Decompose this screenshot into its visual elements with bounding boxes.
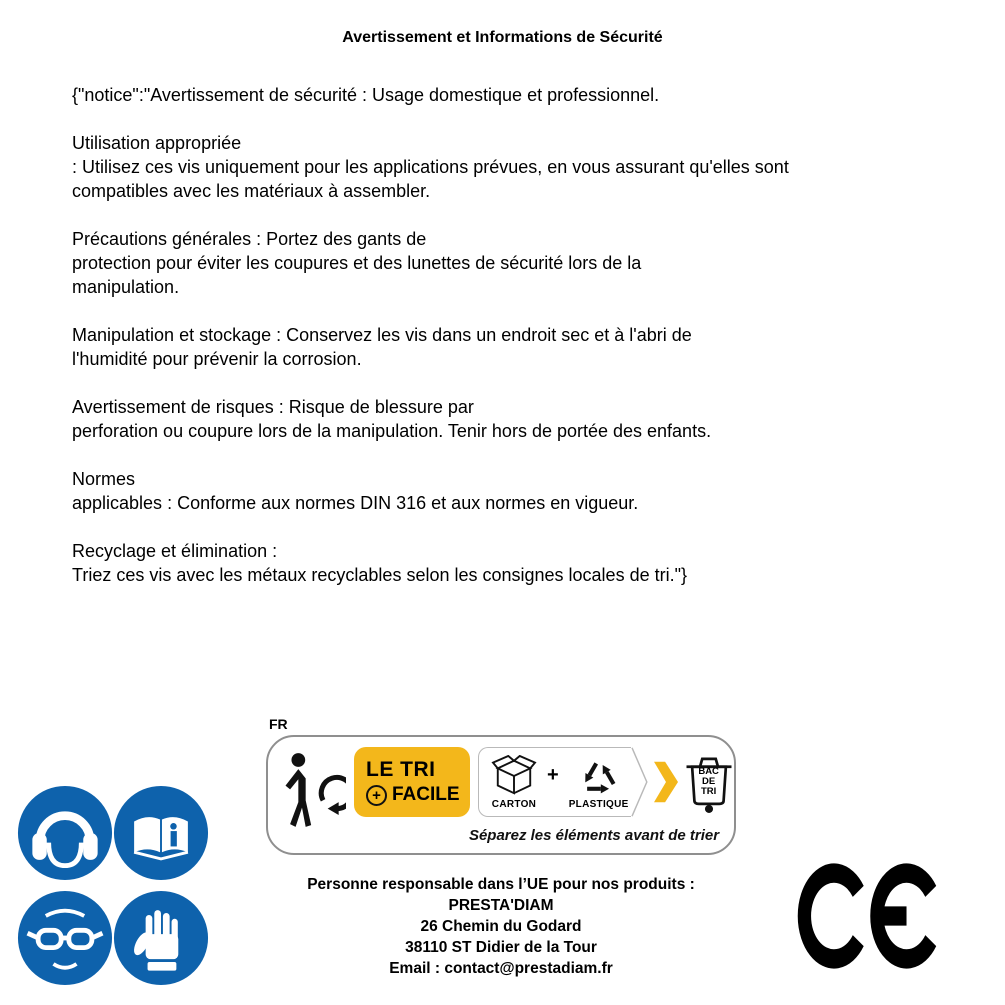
notice-line: Utilisation appropriée [72, 133, 242, 153]
address-line: 38110 ST Didier de la Tour [405, 939, 597, 956]
notice-line: Recyclage et élimination : [72, 541, 278, 561]
address-line: Personne responsable dans l’UE pour nos produits : [307, 876, 695, 893]
safety-notice-text [72, 83, 962, 587]
tri-facile-badge [354, 747, 470, 817]
plastic-recycling-icon [577, 755, 621, 797]
address-line: Email : contact@prestadiam.fr [389, 960, 613, 977]
notice-line: {"notice":"Avertissement de sécurité : Usage domestique et professionnel. [72, 85, 660, 105]
carton-label: CARTON [491, 798, 537, 810]
arrow-tip-outline-icon [631, 747, 649, 817]
read-manual-icon [113, 785, 209, 881]
sorting-tagline: Séparez les éléments avant de trier [468, 827, 720, 844]
fr-country-label: FR [269, 716, 288, 732]
sorting-bin [682, 751, 736, 813]
tri-facile-line1: LE TRI [366, 758, 436, 781]
bin-label-line: BAC [698, 766, 719, 777]
notice-line [72, 371, 962, 395]
notice-line: compatibles avec les matériaux à assembler. [72, 181, 431, 201]
notice-line: manipulation. [72, 277, 180, 297]
eye-protection-pictogram [17, 890, 113, 986]
read-manual-pictogram [113, 785, 209, 881]
eye-protection-icon [17, 890, 113, 986]
notice-line: applicables : Conforme aux normes DIN 316 et aux normes en vigueur. [72, 493, 639, 513]
plus-separator: + [547, 763, 559, 786]
tri-facile-line2 [366, 784, 470, 806]
notice-line [72, 299, 962, 323]
bin-label [682, 767, 736, 797]
notice-line: Manipulation et stockage : Conservez les vis dans un endroit sec et à l'abri de [72, 325, 692, 345]
notice-line [72, 515, 962, 539]
ce-marking [797, 857, 945, 980]
address-line: 26 Chemin du Godard [420, 918, 582, 935]
plus-circle-icon: + [366, 785, 387, 806]
materials-arrow-box [478, 747, 631, 817]
ce-icon [797, 857, 945, 975]
hand-protection-icon [113, 890, 209, 986]
ear-protection-icon [17, 785, 113, 881]
notice-line [72, 443, 962, 467]
sorting-info-logo [266, 735, 736, 855]
notice-line [72, 107, 962, 131]
notice-line: Précautions générales : Portez des gants de [72, 229, 427, 249]
notice-line: protection pour éviter les coupures et des lunettes de sécurité lors de la [72, 253, 642, 273]
carton-box-icon [491, 755, 537, 797]
safety-pictograms [17, 785, 209, 986]
triman-icon [280, 749, 346, 842]
tri-facile-word: FACILE [392, 784, 460, 805]
plastique-label: PLASTIQUE [568, 798, 629, 810]
notice-line: Triez ces vis avec les métaux recyclables selon les consignes locales de tri."} [72, 565, 687, 585]
responsible-person-address [251, 874, 751, 979]
hand-protection-pictogram [113, 890, 209, 986]
notice-line [72, 203, 962, 227]
plastique-item [569, 755, 629, 810]
materials-strip [478, 747, 736, 817]
carton-item [491, 755, 537, 810]
notice-line: Avertissement de risques : Risque de blessure par [72, 397, 474, 417]
notice-line: perforation ou coupure lors de la manipulation. Tenir hors de portée des enfants. [72, 421, 712, 441]
bin-label-line: DE [702, 776, 716, 787]
notice-line: Normes [72, 469, 136, 489]
yellow-chevron-icon [654, 761, 678, 803]
address-line: PRESTA'DIAM [448, 897, 554, 914]
notice-line: l'humidité pour prévenir la corrosion. [72, 349, 362, 369]
notice-line: : Utilisez ces vis uniquement pour les applications prévues, en vous assurant qu'elles sont [72, 157, 789, 177]
ear-protection-pictogram [17, 785, 113, 881]
page-title: Avertissement et Informations de Sécurité [342, 29, 663, 46]
bin-label-line: TRI [700, 786, 717, 797]
